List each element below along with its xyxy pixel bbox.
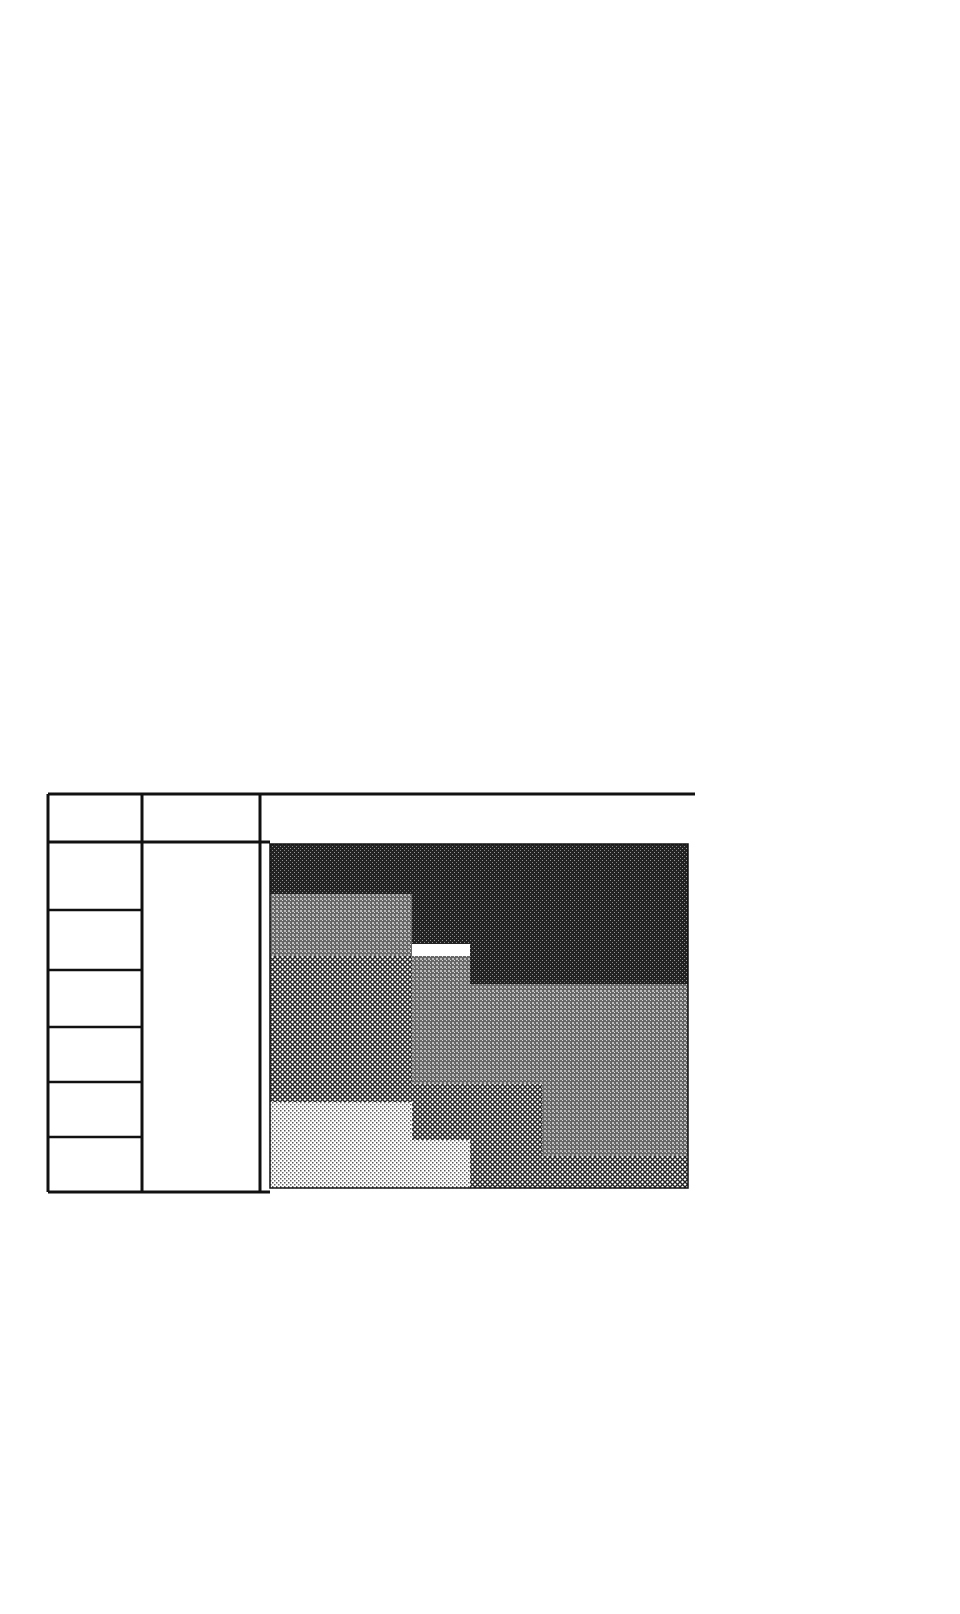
band-cross-50	[270, 1046, 412, 1102]
footnote-panel	[40, 1206, 720, 1306]
band-light-30	[270, 1140, 470, 1188]
band-eritaso-2	[412, 894, 688, 944]
band-cross-50b	[412, 1084, 542, 1114]
band-eritaso-3	[470, 944, 688, 984]
band-valot-60	[412, 956, 470, 1030]
band-valot-50	[470, 984, 688, 1084]
band-cross-30	[470, 1156, 688, 1188]
band-cross-60	[270, 956, 412, 1046]
band-area	[270, 844, 688, 1188]
legend-panel	[700, 840, 930, 1010]
band-valot-50b	[412, 1030, 470, 1084]
band-valot-70	[270, 894, 412, 956]
band-light-40	[270, 1102, 412, 1140]
band-eritaso	[270, 844, 688, 894]
band-valot-40	[542, 1084, 688, 1156]
